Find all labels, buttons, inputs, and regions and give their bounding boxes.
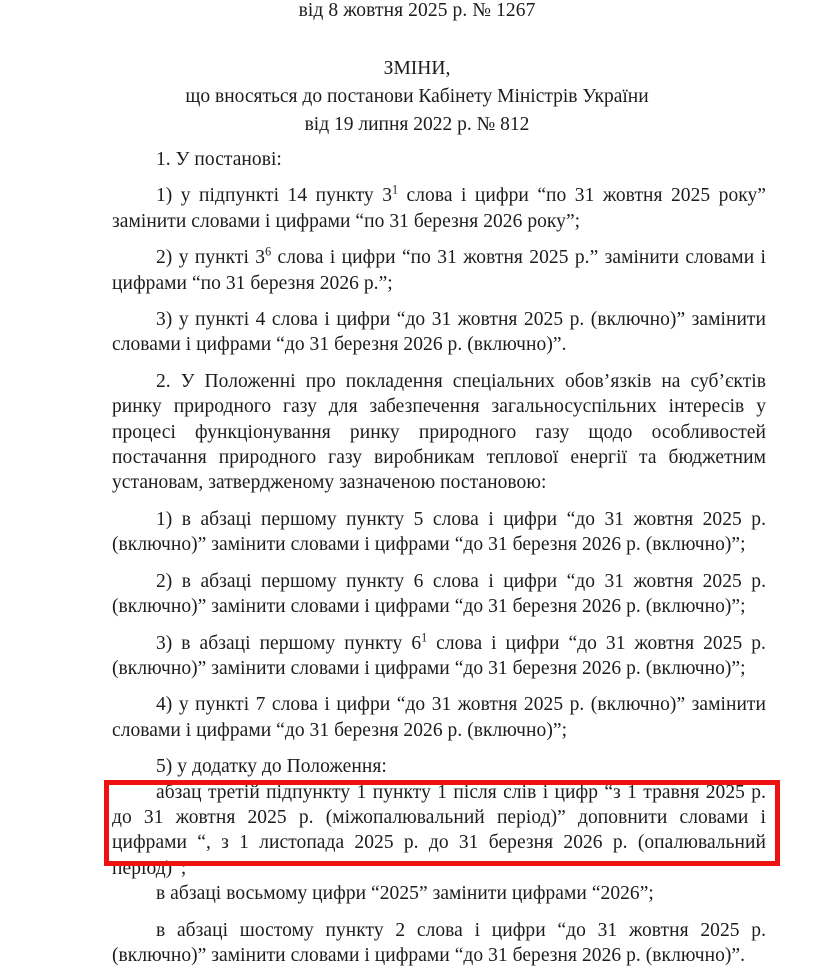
paragraph-2-item-5-highlighted-text: абзац третій підпункту 1 пункту 1 після слів і цифр “з 1 травня 2025 р. до 31 жовтня 2025 р. (міжопалювальний період)” доповнити словами і цифрами “, з 1 листопада 2025 р. до 31 березня 2026 р. (опалювальний період)”; <box>112 781 766 879</box>
document-subtitle-line-2: від 19 липня 2022 р. № 812 <box>304 114 530 135</box>
paragraph-2-item-5-sub-2: в абзаці восьмому цифри “2025” замінити цифрами “2026”; <box>156 883 654 905</box>
paragraph-2-item-3-part-a: 3) в абзаці першому пункту 6 <box>156 632 422 654</box>
paragraph-1-item-1-part-b: слова і цифри “по 31 жовтня 2025 року” замінити словами і цифрами “по 31 березня 2026 року”; <box>112 185 766 232</box>
document-title: ЗМІНИ, <box>383 58 451 79</box>
paragraph-1-item-2-part-b: слова і цифри “по 31 жовтня 2025 р.” замінити словами і цифрами “по 31 березня 2026 р.”; <box>112 247 766 294</box>
paragraph-2-item-5-sub-3: в абзаці шостому пункту 2 слова і цифри “до 31 жовтня 2025 р. (включно)” замінити словами і цифрами “до 31 березня 2026 р. (включно)”. <box>112 919 766 966</box>
paragraph-1-item-2-part-a: 2) у пункті 3 <box>156 247 266 269</box>
paragraph-2-intro: 2. У Положенні про покладення спеціальних обов’язків на суб’єктів ринку природного газу для забезпечення загальносуспільних інтересів у процесі функціонування ринку природного газу щодо особливостей постачання природного газу виробникам теплової енергії та бюджетним установам, затвердженому зазначеною постановою: <box>112 370 766 494</box>
document-title-block <box>0 55 834 139</box>
paragraph-1-intro: 1. У постанові: <box>156 149 282 170</box>
paragraph-1-item-1-part-a: 1) у підпункті 14 пункту 3 <box>156 185 392 207</box>
paragraph-2-item-3-part-b: слова і цифри “до 31 жовтня 2025 р. (включно)” замінити словами і цифрами “до 31 березня 2026 р. (включно)”; <box>112 632 766 679</box>
document-body <box>112 147 766 968</box>
paragraph-1-item-1 <box>112 183 766 234</box>
document-reference-line: від 8 жовтня 2025 р. № 1267 <box>298 0 536 21</box>
paragraph-2-item-4: 4) у пункті 7 слова і цифри “до 31 жовтня 2025 р. (включно)” замінити словами і цифрами “до 31 березня 2026 р. (включно)”; <box>112 694 766 741</box>
paragraph-2-item-1: 1) в абзаці першому пункту 5 слова і цифри “до 31 жовтня 2025 р. (включно)” замінити словами і цифрами “до 31 березня 2026 р. (включно)”; <box>112 508 766 556</box>
superscript-marker: 1 <box>392 182 399 197</box>
paragraph-1-item-2 <box>112 245 766 296</box>
paragraph-2-item-3 <box>112 631 766 682</box>
document-subtitle-line-1: що вносяться до постанови Кабінету Міністрів України <box>185 86 649 107</box>
paragraph-2-item-2: 2) в абзаці першому пункту 6 слова і цифри “до 31 жовтня 2025 р. (включно)” замінити словами і цифрами “до 31 березня 2026 р. (включно)”; <box>112 570 766 618</box>
superscript-marker: 1 <box>421 630 428 644</box>
superscript-marker: 6 <box>265 244 272 259</box>
paragraph-1-item-3: 3) у пункті 4 слова і цифри “до 31 жовтня 2025 р. (включно)” замінити словами і цифрами “до 31 березня 2026 р. (включно)”. <box>112 309 766 356</box>
paragraph-2-item-5: 5) у додатку до Положення: <box>156 756 387 778</box>
highlighted-section <box>112 780 766 882</box>
